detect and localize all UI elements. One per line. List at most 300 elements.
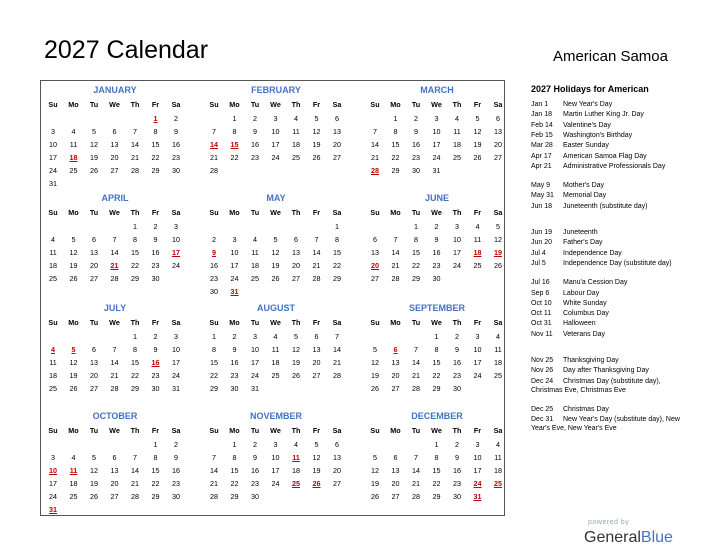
- day-cell[interactable]: 27: [391, 492, 400, 501]
- day-cell[interactable]: 23: [251, 153, 259, 162]
- day-cell[interactable]: 3: [455, 222, 459, 231]
- day-cell[interactable]: 7: [414, 453, 418, 462]
- day-cell[interactable]: 28: [391, 274, 400, 283]
- day-cell[interactable]: 17: [473, 358, 482, 367]
- holiday-day-cell[interactable]: 11: [69, 466, 78, 475]
- day-cell[interactable]: 19: [371, 479, 379, 488]
- holiday-day-cell[interactable]: 31: [230, 287, 239, 296]
- day-cell[interactable]: 18: [251, 261, 259, 270]
- day-cell[interactable]: 13: [90, 358, 98, 367]
- day-cell[interactable]: 16: [172, 140, 180, 149]
- day-cell[interactable]: 12: [69, 248, 78, 257]
- day-cell[interactable]: 19: [69, 261, 78, 270]
- holiday-day-cell[interactable]: 10: [49, 466, 57, 475]
- day-cell[interactable]: 19: [69, 371, 78, 380]
- day-cell[interactable]: 13: [371, 248, 379, 257]
- day-cell[interactable]: 7: [373, 127, 377, 136]
- day-cell[interactable]: 15: [412, 248, 420, 257]
- day-cell[interactable]: 27: [110, 166, 119, 175]
- day-cell[interactable]: 22: [432, 479, 441, 488]
- day-cell[interactable]: 28: [110, 384, 119, 393]
- day-cell[interactable]: 13: [391, 358, 400, 367]
- day-cell[interactable]: 14: [391, 248, 400, 257]
- day-cell[interactable]: 28: [131, 166, 139, 175]
- day-cell[interactable]: 4: [294, 440, 298, 449]
- day-cell[interactable]: 22: [333, 261, 341, 270]
- day-cell[interactable]: 11: [69, 140, 78, 149]
- day-cell[interactable]: 18: [494, 358, 502, 367]
- day-cell[interactable]: 5: [496, 222, 500, 231]
- day-cell[interactable]: 26: [312, 153, 321, 162]
- day-cell[interactable]: 1: [232, 440, 237, 449]
- day-cell[interactable]: 20: [90, 261, 98, 270]
- day-cell[interactable]: 25: [49, 274, 57, 283]
- day-cell[interactable]: 2: [455, 332, 459, 341]
- day-cell[interactable]: 7: [414, 345, 418, 354]
- day-cell[interactable]: 23: [432, 261, 441, 270]
- day-cell[interactable]: 31: [172, 384, 180, 393]
- day-cell[interactable]: 31: [432, 166, 441, 175]
- day-cell[interactable]: 17: [271, 466, 280, 475]
- day-cell[interactable]: 21: [371, 153, 379, 162]
- day-cell[interactable]: 8: [232, 127, 237, 136]
- holiday-day-cell[interactable]: 25: [292, 479, 300, 488]
- day-cell[interactable]: 25: [292, 153, 300, 162]
- holiday-day-cell[interactable]: 19: [494, 248, 502, 257]
- day-cell[interactable]: 2: [153, 222, 158, 231]
- day-cell[interactable]: 13: [90, 248, 98, 257]
- day-cell[interactable]: 20: [292, 261, 300, 270]
- day-cell[interactable]: 23: [251, 479, 259, 488]
- day-cell[interactable]: 5: [294, 332, 298, 341]
- day-cell[interactable]: 21: [412, 371, 420, 380]
- day-cell[interactable]: 9: [414, 127, 418, 136]
- day-cell[interactable]: 25: [251, 274, 259, 283]
- day-cell[interactable]: 18: [271, 358, 280, 367]
- day-cell[interactable]: 24: [172, 261, 180, 270]
- day-cell[interactable]: 15: [230, 466, 239, 475]
- day-cell[interactable]: 8: [153, 127, 158, 136]
- day-cell[interactable]: 12: [292, 345, 300, 354]
- day-cell[interactable]: 20: [333, 466, 341, 475]
- holiday-day-cell[interactable]: 18: [473, 248, 482, 257]
- day-cell[interactable]: 13: [110, 140, 119, 149]
- day-cell[interactable]: 8: [133, 345, 137, 354]
- day-cell[interactable]: 7: [212, 127, 216, 136]
- day-cell[interactable]: 28: [210, 492, 218, 501]
- day-cell[interactable]: 27: [312, 371, 321, 380]
- day-cell[interactable]: 24: [49, 166, 57, 175]
- day-cell[interactable]: 13: [110, 466, 119, 475]
- day-cell[interactable]: 4: [294, 114, 298, 123]
- day-cell[interactable]: 14: [110, 248, 119, 257]
- day-cell[interactable]: 28: [412, 384, 420, 393]
- day-cell[interactable]: 23: [151, 261, 160, 270]
- day-cell[interactable]: 9: [232, 345, 237, 354]
- day-cell[interactable]: 16: [453, 358, 461, 367]
- day-cell[interactable]: 8: [434, 453, 439, 462]
- day-cell[interactable]: 16: [453, 466, 461, 475]
- day-cell[interactable]: 15: [210, 358, 218, 367]
- day-cell[interactable]: 10: [432, 127, 441, 136]
- day-cell[interactable]: 1: [414, 222, 418, 231]
- day-cell[interactable]: 14: [131, 466, 139, 475]
- day-cell[interactable]: 24: [271, 153, 280, 162]
- day-cell[interactable]: 11: [49, 248, 57, 257]
- day-cell[interactable]: 5: [92, 453, 96, 462]
- day-cell[interactable]: 6: [373, 235, 377, 244]
- day-cell[interactable]: 20: [312, 358, 321, 367]
- day-cell[interactable]: 26: [371, 492, 379, 501]
- day-cell[interactable]: 12: [90, 140, 98, 149]
- day-cell[interactable]: 11: [494, 453, 502, 462]
- day-cell[interactable]: 3: [253, 332, 257, 341]
- day-cell[interactable]: 18: [49, 371, 57, 380]
- day-cell[interactable]: 23: [412, 153, 420, 162]
- day-cell[interactable]: 19: [292, 358, 300, 367]
- day-cell[interactable]: 30: [453, 492, 461, 501]
- day-cell[interactable]: 1: [133, 332, 137, 341]
- day-cell[interactable]: 10: [271, 453, 280, 462]
- day-cell[interactable]: 29: [333, 274, 341, 283]
- day-cell[interactable]: 26: [494, 261, 502, 270]
- day-cell[interactable]: 14: [412, 466, 420, 475]
- day-cell[interactable]: 4: [496, 440, 500, 449]
- holiday-day-cell[interactable]: 1: [153, 114, 158, 123]
- day-cell[interactable]: 29: [432, 492, 441, 501]
- day-cell[interactable]: 1: [232, 114, 237, 123]
- day-cell[interactable]: 15: [151, 140, 160, 149]
- day-cell[interactable]: 4: [496, 332, 500, 341]
- day-cell[interactable]: 28: [131, 492, 139, 501]
- day-cell[interactable]: 6: [496, 114, 500, 123]
- day-cell[interactable]: 18: [292, 140, 300, 149]
- holiday-day-cell[interactable]: 14: [210, 140, 218, 149]
- holiday-day-cell[interactable]: 21: [110, 261, 119, 270]
- day-cell[interactable]: 15: [432, 466, 441, 475]
- day-cell[interactable]: 21: [110, 371, 119, 380]
- day-cell[interactable]: 19: [473, 140, 482, 149]
- day-cell[interactable]: 12: [69, 358, 78, 367]
- day-cell[interactable]: 3: [232, 235, 237, 244]
- day-cell[interactable]: 8: [133, 235, 137, 244]
- day-cell[interactable]: 19: [271, 261, 280, 270]
- day-cell[interactable]: 7: [133, 127, 137, 136]
- day-cell[interactable]: 20: [110, 479, 119, 488]
- day-cell[interactable]: 5: [475, 114, 480, 123]
- day-cell[interactable]: 15: [391, 140, 400, 149]
- day-cell[interactable]: 2: [253, 440, 257, 449]
- day-cell[interactable]: 26: [292, 371, 300, 380]
- holiday-day-cell[interactable]: 28: [371, 166, 379, 175]
- day-cell[interactable]: 2: [455, 440, 459, 449]
- day-cell[interactable]: 29: [151, 492, 160, 501]
- day-cell[interactable]: 27: [292, 274, 300, 283]
- day-cell[interactable]: 1: [133, 222, 137, 231]
- holiday-day-cell[interactable]: 9: [212, 248, 216, 257]
- day-cell[interactable]: 1: [434, 440, 439, 449]
- day-cell[interactable]: 3: [273, 440, 278, 449]
- day-cell[interactable]: 2: [414, 114, 418, 123]
- day-cell[interactable]: 17: [49, 153, 57, 162]
- day-cell[interactable]: 11: [49, 358, 57, 367]
- day-cell[interactable]: 14: [210, 466, 218, 475]
- day-cell[interactable]: 3: [475, 440, 480, 449]
- day-cell[interactable]: 30: [230, 384, 239, 393]
- day-cell[interactable]: 23: [453, 371, 461, 380]
- day-cell[interactable]: 13: [391, 466, 400, 475]
- day-cell[interactable]: 6: [92, 235, 96, 244]
- day-cell[interactable]: 12: [371, 466, 379, 475]
- day-cell[interactable]: 20: [110, 153, 119, 162]
- day-cell[interactable]: 9: [153, 235, 158, 244]
- day-cell[interactable]: 22: [151, 479, 160, 488]
- day-cell[interactable]: 13: [494, 127, 502, 136]
- day-cell[interactable]: 30: [210, 287, 218, 296]
- day-cell[interactable]: 24: [172, 371, 180, 380]
- day-cell[interactable]: 12: [473, 127, 482, 136]
- day-cell[interactable]: 24: [251, 371, 259, 380]
- day-cell[interactable]: 22: [230, 479, 239, 488]
- day-cell[interactable]: 18: [453, 140, 461, 149]
- day-cell[interactable]: 26: [90, 166, 98, 175]
- day-cell[interactable]: 6: [335, 114, 339, 123]
- day-cell[interactable]: 14: [131, 140, 139, 149]
- day-cell[interactable]: 20: [90, 371, 98, 380]
- day-cell[interactable]: 31: [251, 384, 259, 393]
- holiday-day-cell[interactable]: 26: [312, 479, 321, 488]
- day-cell[interactable]: 20: [391, 371, 400, 380]
- day-cell[interactable]: 6: [294, 235, 298, 244]
- day-cell[interactable]: 20: [333, 140, 341, 149]
- day-cell[interactable]: 26: [69, 274, 78, 283]
- day-cell[interactable]: 28: [333, 371, 341, 380]
- day-cell[interactable]: 8: [335, 235, 339, 244]
- day-cell[interactable]: 9: [253, 453, 257, 462]
- holiday-day-cell[interactable]: 25: [494, 479, 502, 488]
- day-cell[interactable]: 16: [230, 358, 239, 367]
- day-cell[interactable]: 2: [212, 235, 216, 244]
- day-cell[interactable]: 26: [371, 384, 379, 393]
- day-cell[interactable]: 12: [494, 235, 502, 244]
- holiday-day-cell[interactable]: 15: [230, 140, 239, 149]
- day-cell[interactable]: 21: [210, 153, 218, 162]
- day-cell[interactable]: 22: [151, 153, 160, 162]
- day-cell[interactable]: 19: [371, 371, 379, 380]
- day-cell[interactable]: 24: [271, 479, 280, 488]
- holiday-day-cell[interactable]: 6: [393, 345, 398, 354]
- day-cell[interactable]: 19: [90, 153, 98, 162]
- day-cell[interactable]: 22: [412, 261, 420, 270]
- day-cell[interactable]: 23: [230, 371, 239, 380]
- day-cell[interactable]: 5: [273, 235, 278, 244]
- day-cell[interactable]: 5: [92, 127, 96, 136]
- day-cell[interactable]: 30: [412, 166, 420, 175]
- day-cell[interactable]: 3: [434, 114, 439, 123]
- day-cell[interactable]: 13: [333, 453, 341, 462]
- day-cell[interactable]: 12: [371, 358, 379, 367]
- day-cell[interactable]: 8: [414, 235, 418, 244]
- day-cell[interactable]: 5: [373, 453, 377, 462]
- day-cell[interactable]: 5: [314, 440, 319, 449]
- day-cell[interactable]: 11: [292, 127, 300, 136]
- day-cell[interactable]: 10: [172, 235, 180, 244]
- day-cell[interactable]: 27: [90, 384, 98, 393]
- day-cell[interactable]: 18: [49, 261, 57, 270]
- day-cell[interactable]: 12: [90, 466, 98, 475]
- day-cell[interactable]: 29: [210, 384, 218, 393]
- day-cell[interactable]: 7: [393, 235, 398, 244]
- day-cell[interactable]: 23: [210, 274, 218, 283]
- day-cell[interactable]: 15: [151, 466, 160, 475]
- day-cell[interactable]: 20: [494, 140, 502, 149]
- day-cell[interactable]: 15: [333, 248, 341, 257]
- day-cell[interactable]: 1: [153, 440, 158, 449]
- day-cell[interactable]: 17: [453, 248, 461, 257]
- day-cell[interactable]: 24: [49, 492, 57, 501]
- day-cell[interactable]: 12: [271, 248, 280, 257]
- day-cell[interactable]: 3: [273, 114, 278, 123]
- day-cell[interactable]: 19: [90, 479, 98, 488]
- day-cell[interactable]: 3: [475, 332, 480, 341]
- day-cell[interactable]: 27: [333, 479, 341, 488]
- day-cell[interactable]: 25: [271, 371, 280, 380]
- day-cell[interactable]: 25: [69, 166, 78, 175]
- day-cell[interactable]: 30: [172, 492, 180, 501]
- day-cell[interactable]: 22: [432, 371, 441, 380]
- day-cell[interactable]: 2: [253, 114, 257, 123]
- day-cell[interactable]: 13: [292, 248, 300, 257]
- day-cell[interactable]: 6: [314, 332, 319, 341]
- day-cell[interactable]: 27: [333, 153, 341, 162]
- day-cell[interactable]: 8: [153, 453, 158, 462]
- holiday-day-cell[interactable]: 18: [69, 153, 78, 162]
- day-cell[interactable]: 15: [131, 358, 139, 367]
- day-cell[interactable]: 9: [253, 127, 257, 136]
- day-cell[interactable]: 4: [71, 127, 76, 136]
- day-cell[interactable]: 29: [391, 166, 400, 175]
- day-cell[interactable]: 7: [212, 453, 216, 462]
- day-cell[interactable]: 22: [210, 371, 218, 380]
- day-cell[interactable]: 6: [92, 345, 96, 354]
- holiday-day-cell[interactable]: 5: [71, 345, 76, 354]
- holiday-day-cell[interactable]: 31: [49, 505, 57, 514]
- day-cell[interactable]: 4: [455, 114, 459, 123]
- day-cell[interactable]: 27: [391, 384, 400, 393]
- day-cell[interactable]: 17: [271, 140, 280, 149]
- day-cell[interactable]: 8: [232, 453, 237, 462]
- day-cell[interactable]: 17: [251, 358, 259, 367]
- day-cell[interactable]: 11: [251, 248, 259, 257]
- day-cell[interactable]: 1: [434, 332, 439, 341]
- day-cell[interactable]: 17: [172, 358, 180, 367]
- day-cell[interactable]: 10: [230, 248, 239, 257]
- day-cell[interactable]: 30: [172, 166, 180, 175]
- day-cell[interactable]: 15: [432, 358, 441, 367]
- day-cell[interactable]: 19: [312, 466, 321, 475]
- day-cell[interactable]: 14: [371, 140, 379, 149]
- day-cell[interactable]: 27: [110, 492, 119, 501]
- day-cell[interactable]: 22: [131, 371, 139, 380]
- day-cell[interactable]: 30: [151, 274, 160, 283]
- day-cell[interactable]: 28: [210, 166, 218, 175]
- day-cell[interactable]: 2: [174, 114, 178, 123]
- day-cell[interactable]: 21: [412, 479, 420, 488]
- day-cell[interactable]: 4: [475, 222, 480, 231]
- day-cell[interactable]: 30: [432, 274, 441, 283]
- day-cell[interactable]: 7: [335, 332, 339, 341]
- day-cell[interactable]: 9: [455, 453, 459, 462]
- day-cell[interactable]: 16: [251, 140, 259, 149]
- day-cell[interactable]: 10: [453, 235, 461, 244]
- day-cell[interactable]: 26: [473, 153, 482, 162]
- holiday-day-cell[interactable]: 31: [473, 492, 482, 501]
- day-cell[interactable]: 10: [49, 140, 57, 149]
- day-cell[interactable]: 9: [434, 235, 439, 244]
- day-cell[interactable]: 23: [151, 371, 160, 380]
- holiday-day-cell[interactable]: 20: [371, 261, 379, 270]
- day-cell[interactable]: 22: [131, 261, 139, 270]
- day-cell[interactable]: 30: [251, 492, 259, 501]
- day-cell[interactable]: 7: [112, 345, 117, 354]
- day-cell[interactable]: 24: [453, 261, 461, 270]
- day-cell[interactable]: 21: [333, 358, 341, 367]
- day-cell[interactable]: 6: [112, 453, 117, 462]
- day-cell[interactable]: 14: [110, 358, 119, 367]
- day-cell[interactable]: 19: [312, 140, 321, 149]
- day-cell[interactable]: 22: [391, 153, 400, 162]
- day-cell[interactable]: 29: [412, 274, 420, 283]
- day-cell[interactable]: 21: [131, 479, 139, 488]
- day-cell[interactable]: 16: [432, 248, 441, 257]
- day-cell[interactable]: 28: [312, 274, 321, 283]
- day-cell[interactable]: 28: [110, 274, 119, 283]
- day-cell[interactable]: 10: [473, 345, 482, 354]
- day-cell[interactable]: 28: [412, 492, 420, 501]
- day-cell[interactable]: 11: [494, 345, 502, 354]
- day-cell[interactable]: 25: [69, 492, 78, 501]
- day-cell[interactable]: 13: [333, 127, 341, 136]
- day-cell[interactable]: 21: [210, 479, 218, 488]
- day-cell[interactable]: 3: [51, 127, 55, 136]
- holiday-day-cell[interactable]: 24: [473, 479, 482, 488]
- day-cell[interactable]: 5: [71, 235, 76, 244]
- day-cell[interactable]: 4: [253, 235, 257, 244]
- day-cell[interactable]: 29: [131, 274, 139, 283]
- day-cell[interactable]: 11: [271, 345, 280, 354]
- day-cell[interactable]: 3: [174, 222, 178, 231]
- day-cell[interactable]: 9: [153, 345, 158, 354]
- day-cell[interactable]: 29: [230, 492, 239, 501]
- day-cell[interactable]: 23: [453, 479, 461, 488]
- day-cell[interactable]: 14: [412, 358, 420, 367]
- day-cell[interactable]: 29: [432, 384, 441, 393]
- day-cell[interactable]: 25: [473, 261, 482, 270]
- day-cell[interactable]: 4: [71, 453, 76, 462]
- day-cell[interactable]: 6: [112, 127, 117, 136]
- day-cell[interactable]: 30: [151, 384, 160, 393]
- day-cell[interactable]: 7: [133, 453, 137, 462]
- day-cell[interactable]: 24: [230, 274, 239, 283]
- holiday-day-cell[interactable]: 17: [172, 248, 180, 257]
- day-cell[interactable]: 22: [230, 153, 239, 162]
- day-cell[interactable]: 8: [434, 345, 439, 354]
- holiday-day-cell[interactable]: 11: [292, 453, 300, 462]
- day-cell[interactable]: 27: [371, 274, 379, 283]
- day-cell[interactable]: 17: [473, 466, 482, 475]
- day-cell[interactable]: 23: [172, 479, 180, 488]
- day-cell[interactable]: 2: [434, 222, 439, 231]
